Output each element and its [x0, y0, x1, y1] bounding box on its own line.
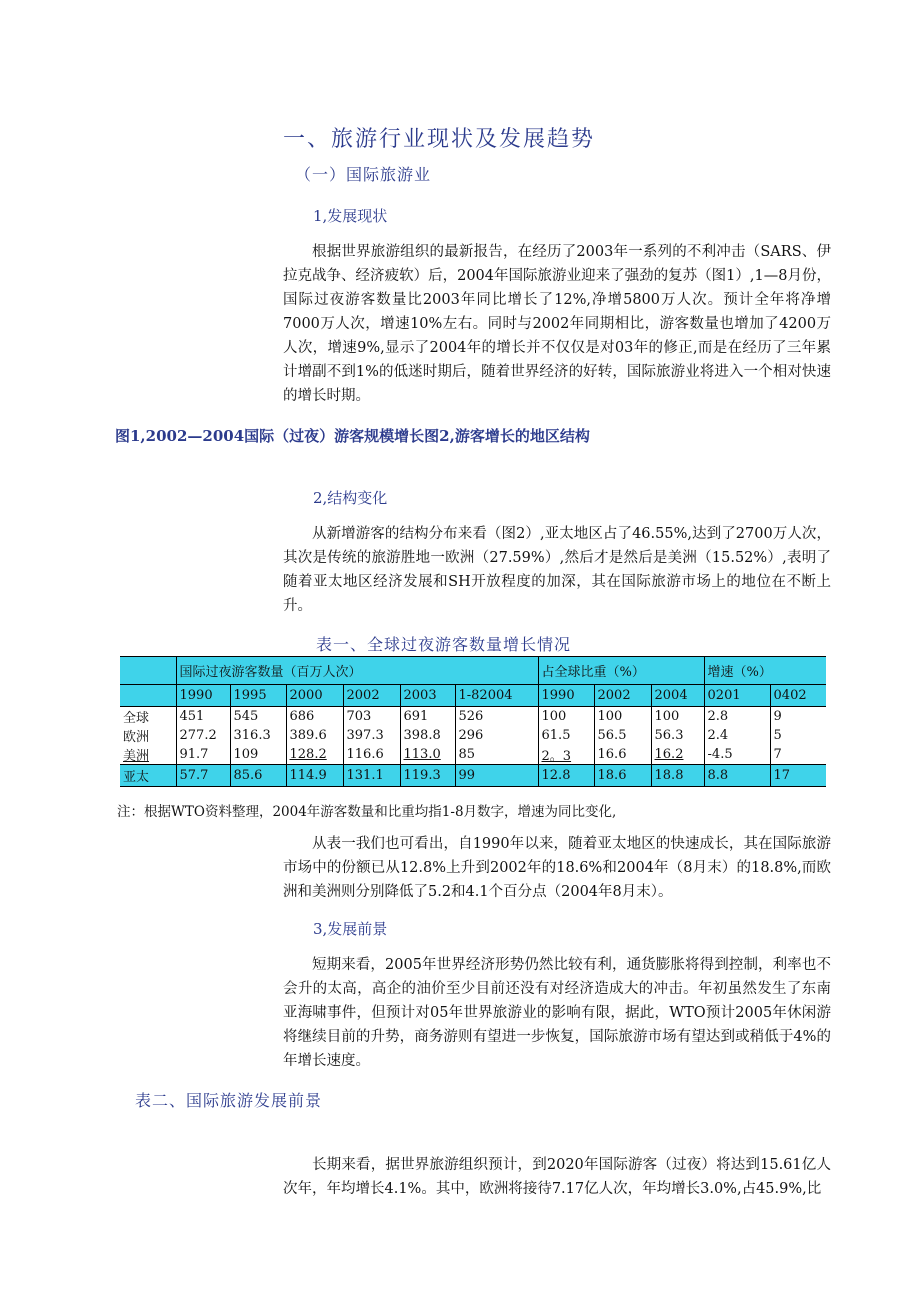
paragraph-long-term: 长期来看，据世界旅游组织预计，到2020年国际游客（过夜）将达到15.61亿人次年，年均增长4.1%。其中，欧洲将接待7.17亿人次，年均增长3.0%,占45.9%,比 [283, 1157, 831, 1197]
table-row [120, 726, 826, 745]
table-cell: 545 [230, 707, 286, 727]
table-cell: 17 [770, 765, 826, 787]
section-title-outlook: 3,发展前景 [313, 920, 388, 938]
sub-header: 1990 [538, 685, 594, 707]
table-cell: 57.7 [176, 765, 230, 787]
table-row [120, 707, 826, 727]
paragraph-status: 根据世界旅游组织的最新报告，在经历了2003年一系列的不利冲击（SARS、伊拉克战争、经济疲软）后，2004年国际旅游业迎来了强劲的复苏（图1）,1—8月份，国际过夜游客数量比2003年同比增长了12%,净增5800万人次。预计全年将净增7000万人次，增速10%左右。同时与2002年同期相比，游客数量也增加了4200万人次，增速9%,显示了2004年的增长并不仅仅是对03年的修正,而是在经历了三年累计增副不到1%的低迷时期后，随着世界经济的好转，国际旅游业将进入一个相对快速的增长时期。 [283, 244, 831, 404]
table-sub-header-row [120, 685, 826, 707]
table-cell: 526 [455, 707, 538, 727]
row-region: 美洲 [123, 749, 150, 764]
table-cell: 85 [455, 745, 538, 765]
table-cell: 389.6 [286, 726, 343, 745]
sub-heading: （一）国际旅游业 [295, 165, 432, 184]
section-title-structure: 2,结构变化 [313, 489, 388, 507]
table-cell: 16.6 [594, 745, 651, 765]
table-cell: 9 [770, 707, 826, 727]
table-cell: 277.2 [176, 726, 230, 745]
table-cell: 316.3 [230, 726, 286, 745]
table-cell: 131.1 [343, 765, 400, 787]
table-cell: 128.2 [286, 745, 343, 765]
table2-title: 表二、国际旅游发展前景 [135, 1091, 323, 1110]
table-cell: 12.8 [538, 765, 594, 787]
sub-header: 1995 [230, 685, 286, 707]
table-group-header-row [120, 657, 826, 685]
table-cell: 109 [230, 745, 286, 765]
group-header-share: 占全球比重（%） [538, 657, 704, 685]
table-row-highlight [120, 765, 826, 787]
paragraph-structure: 从新增游客的结构分布来看（图2）,亚太地区占了46.55%,达到了2700万人次，其次是传统的旅游胜地一欧洲（27.59%）,然后才是然后是美洲（15.52%）,表明了随着亚太地区经济发展和SH开放程度的加深，其在国际旅游市场上的地位在不断上升。 [283, 526, 831, 614]
table-cell: 113.0 [400, 745, 455, 765]
row-region: 欧洲 [123, 730, 150, 745]
sub-header: 2002 [594, 685, 651, 707]
table-cell: 119.3 [400, 765, 455, 787]
paragraph-table-analysis: 从表一我们也可看出，自1990年以来，随着亚太地区的快速成长，其在国际旅游市场中的份额已从12.8%上升到2002年的18.6%和2004年（8月末）的18.8%,而欧洲和美洲则分别降低了5.2和4.1个百分点（2004年8月末）。 [283, 836, 831, 900]
sub-header: 2004 [651, 685, 704, 707]
table-cell: 61.5 [538, 726, 594, 745]
table-cell: 91.7 [176, 745, 230, 765]
section-title-status: 1,发展现状 [313, 207, 388, 225]
table-cell: 398.8 [400, 726, 455, 745]
group-header-visitors: 国际过夜游客数量（百万人次） [176, 657, 538, 685]
table-cell: 100 [594, 707, 651, 727]
table-cell: 451 [176, 707, 230, 727]
sub-header: 2000 [286, 685, 343, 707]
sub-header: 2003 [400, 685, 455, 707]
table-cell: 703 [343, 707, 400, 727]
main-heading: 一、旅游行业现状及发展趋势 [283, 127, 596, 152]
table-row [120, 745, 826, 765]
group-header-growth: 增速（%） [704, 657, 826, 685]
table-cell: 7 [770, 745, 826, 765]
table-cell: 296 [455, 726, 538, 745]
table-cell: 2.4 [704, 726, 770, 745]
table-cell: 114.9 [286, 765, 343, 787]
table-cell: 85.6 [230, 765, 286, 787]
paragraph-outlook: 短期来看，2005年世界经济形势仍然比较有利，通货膨胀将得到控制，利率也不会升的太高，高企的油价至少目前还没有对经济造成大的冲击。年初虽然发生了东南亚海啸事件，但预计对05年世界旅游业的影响有限，据此，WTO预计2005年休闲游将继续目前的升势，商务游则有望进一步恢复，国际旅游市场有望达到或稍低于4%的年增长速度。 [283, 957, 831, 1069]
sub-header: 2002 [343, 685, 400, 707]
table-cell: 99 [455, 765, 538, 787]
table-cell: 56.3 [651, 726, 704, 745]
table-cell: -4.5 [704, 745, 770, 765]
table-cell: 686 [286, 707, 343, 727]
sub-header: 0201 [704, 685, 770, 707]
table-cell: 18.6 [594, 765, 651, 787]
table-cell: 397.3 [343, 726, 400, 745]
table-cell: 100 [651, 707, 704, 727]
figure-caption: 图1,2002—2004国际（过夜）游客规模增长图2,游客增长的地区结构 [115, 427, 590, 445]
table-cell: 56.5 [594, 726, 651, 745]
table-cell: 2。3 [538, 745, 594, 765]
table-cell: 8.8 [704, 765, 770, 787]
row-region: 亚太 [120, 765, 176, 787]
table-cell: 18.8 [651, 765, 704, 787]
table-cell: 2.8 [704, 707, 770, 727]
sub-header: 0402 [770, 685, 826, 707]
tourist-growth-table [120, 656, 826, 787]
table-note: 注：根据WTO资料整理，2004年游客数量和比重均指1-8月数字，增速为同比变化, [117, 804, 617, 820]
table-cell: 5 [770, 726, 826, 745]
row-region: 全球 [123, 711, 150, 726]
table-cell: 16.2 [651, 745, 704, 765]
sub-header: 1990 [176, 685, 230, 707]
table-cell: 116.6 [343, 745, 400, 765]
table1-title: 表一、全球过夜游客数量增长情况 [316, 635, 572, 654]
table-cell: 691 [400, 707, 455, 727]
sub-header: 1-82004 [455, 685, 538, 707]
table-cell: 100 [538, 707, 594, 727]
